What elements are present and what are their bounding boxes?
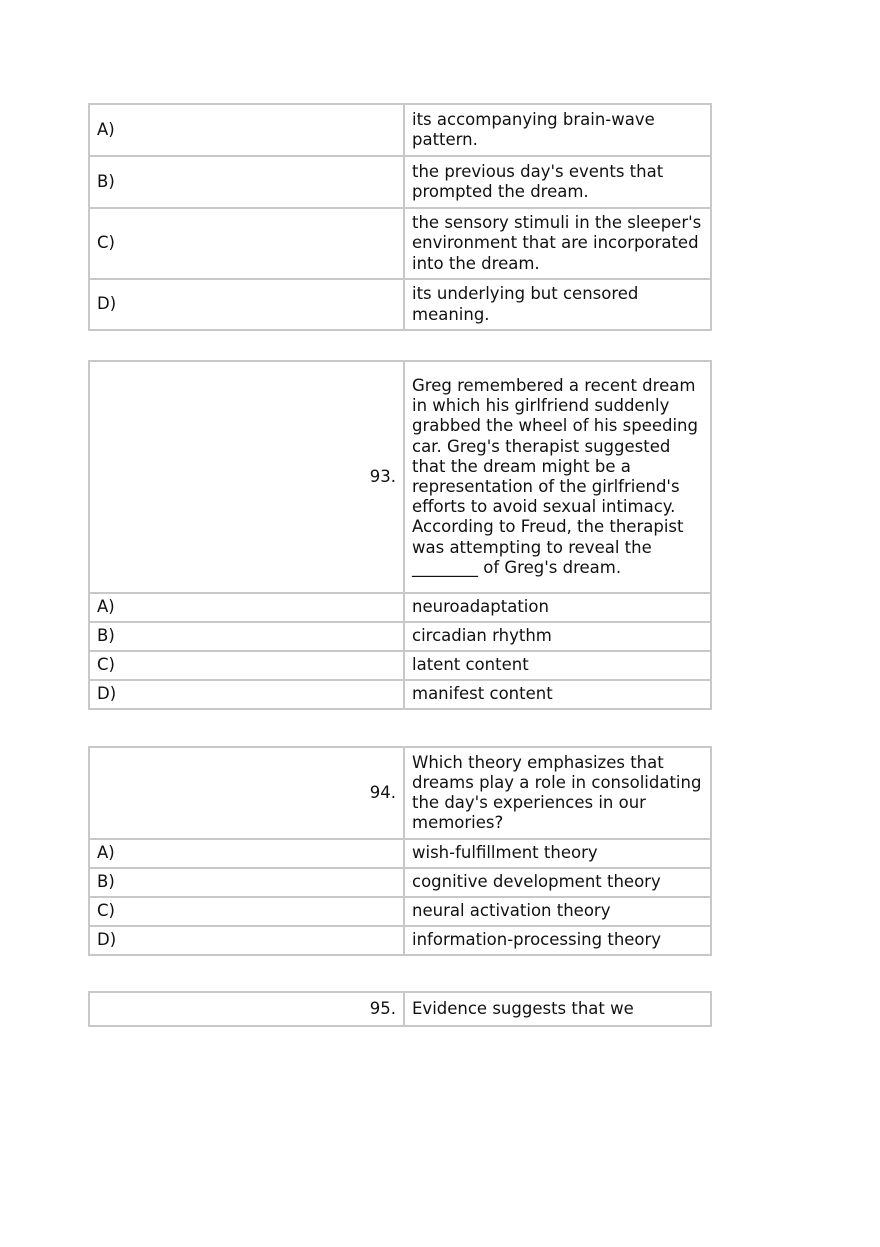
question-94-table [88,746,712,956]
option-row[interactable] [89,104,711,156]
option-row[interactable] [89,868,711,897]
option-row[interactable] [89,279,711,330]
option-text: information-processing theory [404,926,711,955]
option-letter: C) [89,651,404,680]
option-text: neuroadaptation [404,593,711,622]
option-text: circadian rhythm [404,622,711,651]
option-letter: A) [89,593,404,622]
option-text: neural activation theory [404,897,711,926]
option-text: the sensory stimuli in the sleeper's environment that are incorporated into the dream. [404,208,711,279]
option-row[interactable] [89,593,711,622]
option-letter: B) [89,622,404,651]
question-number: 93. [89,361,404,593]
option-text: cognitive development theory [404,868,711,897]
option-text: its underlying but censored meaning. [404,279,711,330]
option-letter: B) [89,156,404,208]
question-93-table [88,360,712,710]
option-letter: D) [89,279,404,330]
option-text: wish-fulfillment theory [404,839,711,868]
question-text: Which theory emphasizes that dreams play a role in consolidating the day's experiences in our memories? [404,747,711,839]
question-95-table [88,991,712,1027]
option-row[interactable] [89,622,711,651]
option-letter: B) [89,868,404,897]
question-number: 95. [89,992,404,1026]
question-row [89,992,711,1026]
option-row[interactable] [89,208,711,279]
option-letter: D) [89,680,404,709]
option-text: latent content [404,651,711,680]
option-row[interactable] [89,897,711,926]
option-letter: C) [89,897,404,926]
option-text: its accompanying brain-wave pattern. [404,104,711,156]
option-row[interactable] [89,680,711,709]
option-text: the previous day's events that prompted the dream. [404,156,711,208]
option-row[interactable] [89,839,711,868]
option-letter: A) [89,839,404,868]
question-row [89,747,711,839]
option-row[interactable] [89,926,711,955]
option-letter: D) [89,926,404,955]
question-text: Greg remembered a recent dream in which his girlfriend suddenly grabbed the wheel of his speeding car. Greg's therapist suggested that the dream might be a representation of the girlfriend's efforts to avoid sexual intimacy. According to Freud, the therapist was attempting to reveal the ________ of Greg's dream. [404,361,711,593]
option-row[interactable] [89,156,711,208]
question-text: Evidence suggests that we [404,992,711,1026]
option-letter: A) [89,104,404,156]
option-text: manifest content [404,680,711,709]
option-letter: C) [89,208,404,279]
question-number: 94. [89,747,404,839]
question-row [89,361,711,593]
question-92-options-table [88,103,712,331]
option-row[interactable] [89,651,711,680]
